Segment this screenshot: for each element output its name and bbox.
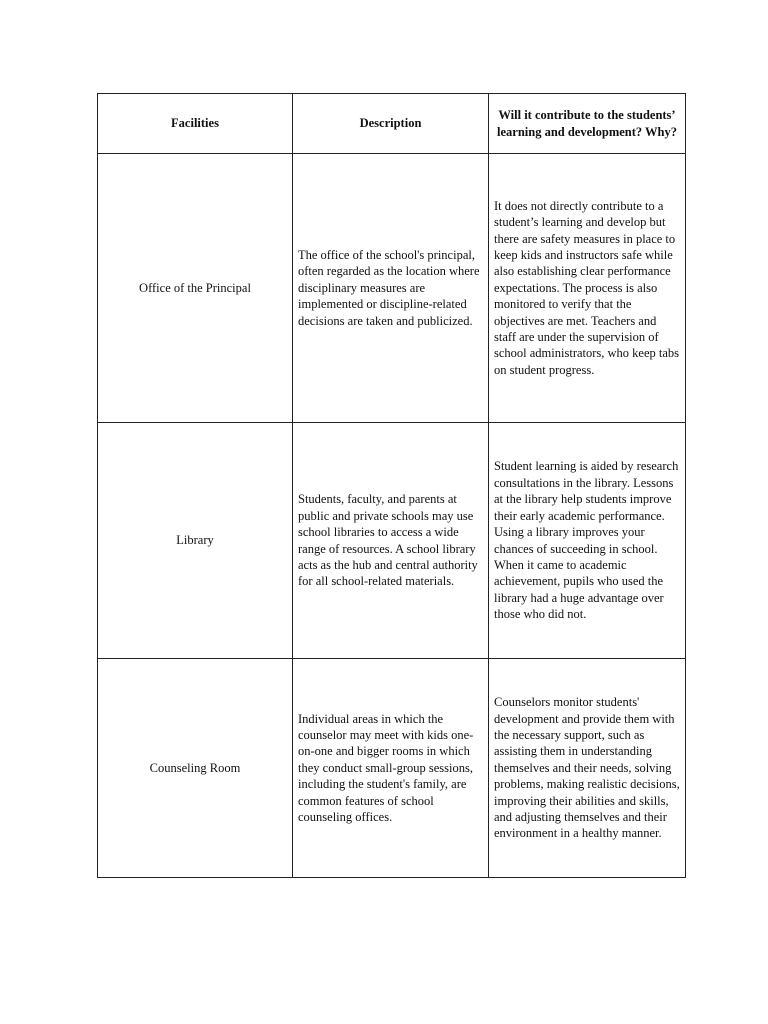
- header-contribution: Will it contribute to the students’ learning and development? Why?: [489, 94, 686, 154]
- facility-contribution-cell: It does not directly contribute to a student’s learning and develop but there are safety measures in place to keep kids and instructors safe while also establishing clear performance expectations. The process is also monitored to verify that the objectives are met. Teachers and staff are under the supervision of school administrators, who keep tabs on student progress.: [489, 154, 686, 423]
- facility-name-cell: Counseling Room: [98, 659, 293, 878]
- facility-contribution-cell: Student learning is aided by research consultations in the library. Lessons at the library help students improve their early academic performance. Using a library improves your chances of succeeding in school. When it came to academic achievement, pupils who used the library had a huge advantage over those who did not.: [489, 423, 686, 659]
- facility-description-cell: Individual areas in which the counselor may meet with kids one-on-one and bigger rooms in which they conduct small-group sessions, including the student's family, are common features of school counseling offices.: [293, 659, 489, 878]
- table-row: [98, 423, 686, 659]
- facility-description-cell: Students, faculty, and parents at public and private schools may use school libraries to access a wide range of resources. A school library acts as the hub and central authority for all school-related materials.: [293, 423, 489, 659]
- facility-contribution-cell: Counselors monitor students' development and provide them with the necessary support, such as assisting them in understanding themselves and their needs, solving problems, making realistic decisions, improving their abilities and skills, and adjusting themselves and their environment in a healthy manner.: [489, 659, 686, 878]
- header-description: Description: [293, 94, 489, 154]
- table-row: [98, 659, 686, 878]
- facility-description-cell: The office of the school's principal, often regarded as the location where disciplinary measures are implemented or discipline-related decisions are taken and publicized.: [293, 154, 489, 423]
- facility-name-cell: Library: [98, 423, 293, 659]
- facility-name-cell: Office of the Principal: [98, 154, 293, 423]
- facilities-table: [97, 93, 686, 878]
- table-header-row: [98, 94, 686, 154]
- table-row: [98, 154, 686, 423]
- header-facilities: Facilities: [98, 94, 293, 154]
